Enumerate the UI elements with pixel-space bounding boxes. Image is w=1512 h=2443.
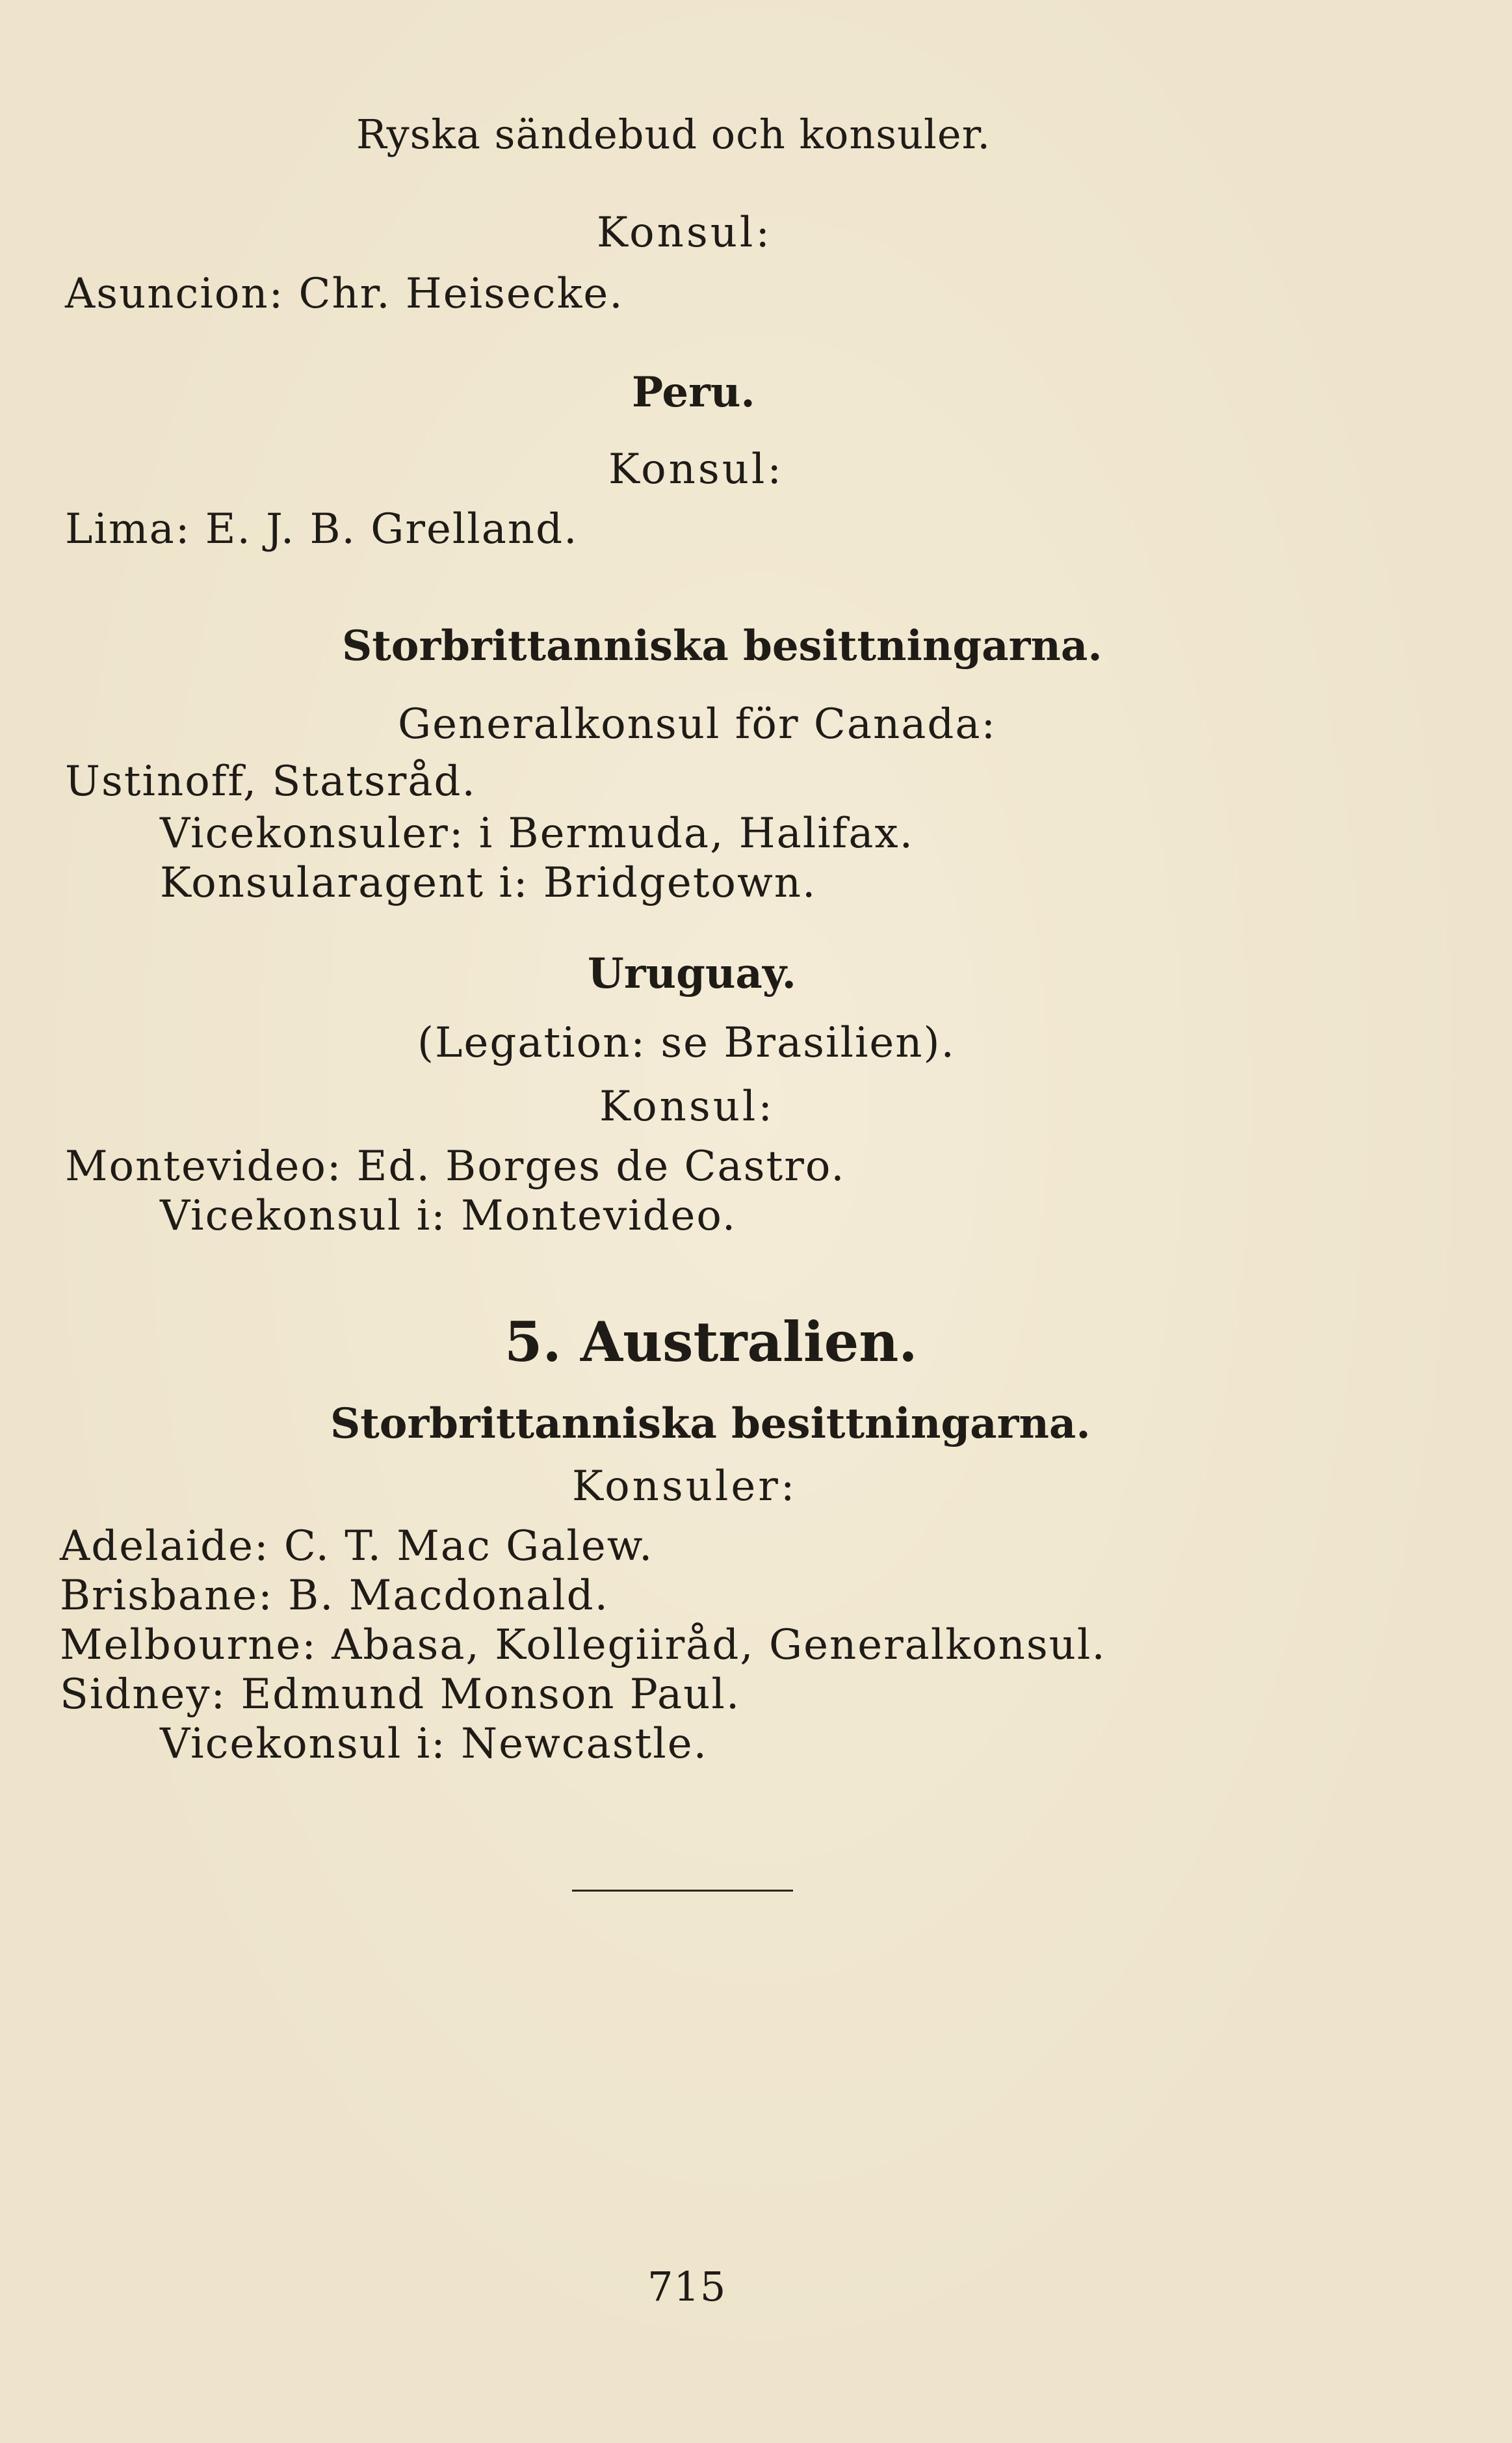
paraguay-konsul-label: Konsul:	[597, 209, 772, 257]
canada-generalkonsul-label: Generalkonsul för Canada:	[398, 700, 997, 748]
uruguay-konsul-label: Konsul:	[599, 1083, 775, 1131]
canada-section-heading: Storbrittanniska besittningarna.	[342, 622, 1102, 670]
australien-entry-adelaide: Adelaide: C. T. Mac Galew.	[60, 1522, 654, 1570]
australien-entry-sidney: Sidney: Edmund Monson Paul.	[60, 1670, 741, 1719]
peru-konsul-label: Konsul:	[608, 445, 784, 494]
australien-entry-brisbane: Brisbane: B. Macdonald.	[60, 1572, 609, 1620]
uruguay-legation: (Legation: se Brasilien).	[417, 1019, 956, 1067]
running-header: Ryska sändebud och konsuler.	[356, 111, 991, 158]
page-number: 715	[647, 2263, 727, 2310]
australien-vicekonsul: Vicekonsul i: Newcastle.	[160, 1720, 708, 1768]
canada-vicekonsuler: Vicekonsuler: i Bermuda, Halifax.	[160, 810, 914, 858]
paraguay-entry: Asuncion: Chr. Heisecke.	[65, 270, 624, 318]
australien-konsuler-label: Konsuler:	[572, 1462, 798, 1511]
uruguay-vicekonsul: Vicekonsul i: Montevideo.	[160, 1192, 737, 1240]
peru-entry: Lima: E. J. B. Grelland.	[65, 505, 579, 553]
canada-konsularagent: Konsularagent i: Bridgetown.	[160, 859, 817, 907]
australien-section-title: 5. Australien.	[504, 1310, 918, 1374]
canada-generalkonsul: Ustinoff, Statsråd.	[65, 758, 476, 806]
uruguay-entry: Montevideo: Ed. Borges de Castro.	[65, 1142, 846, 1191]
peru-heading: Peru.	[632, 368, 755, 417]
section-divider	[572, 1890, 793, 1892]
australien-section-heading: Storbrittanniska besittningarna.	[330, 1399, 1091, 1448]
uruguay-heading: Uruguay.	[588, 949, 796, 998]
australien-entry-melbourne: Melbourne: Abasa, Kollegiiråd, Generalkonsul.	[60, 1621, 1106, 1669]
